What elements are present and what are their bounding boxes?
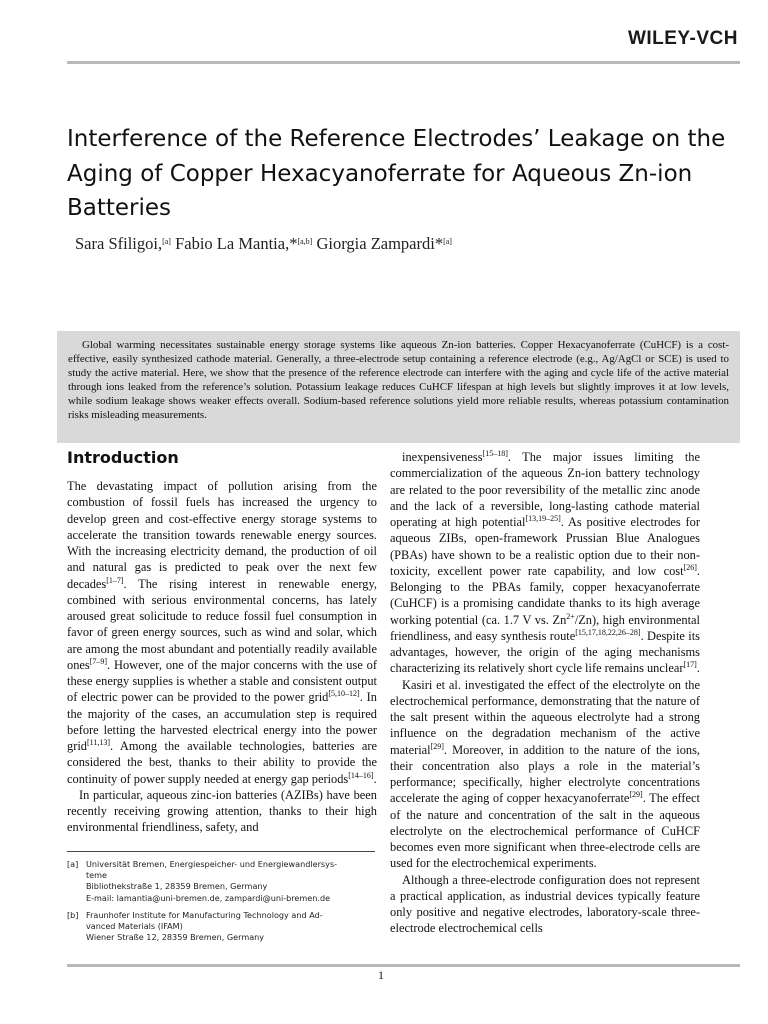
footnote-line: Fraunhofer Institute for Manufacturing Technology and Ad-	[86, 909, 323, 920]
paragraph-text: . Moreover, in addition to the nature of the ions, their concentration also plays a role in the material’s performance; specifically, higher electrolyte concentrations accelerate the aging of copper hexacyanoferrate	[390, 742, 700, 806]
header-rule	[67, 61, 740, 64]
citation-ref: [15–18]	[482, 449, 508, 458]
paragraph-text: In particular, aqueous zinc-ion batteries (AZIBs) have been recently receiving growing attention, thanks to their high environmental friendliness, safety, and	[67, 787, 377, 835]
citation-ref: [29]	[430, 741, 444, 751]
body-paragraph	[67, 478, 377, 787]
footnote-lines	[86, 910, 323, 944]
author-affiliation: [a]	[162, 237, 171, 246]
footer-rule	[67, 964, 740, 967]
footnote-lines	[86, 859, 337, 904]
footnote-item	[67, 859, 377, 904]
footnote-line: Bibliothekstraße 1, 28359 Bremen, Germany	[86, 881, 268, 892]
body-paragraph	[390, 449, 700, 677]
paragraph-text: inexpensiveness	[402, 450, 483, 464]
paragraph-text: . The rising interest in renewable energy, combined with serious environmental concerns, has lately aroused great solicitude to reduce fossil fuel consumption in favor of green energy sources, such as wind and solar, which are among the most abundant and potentially readily available ones	[67, 576, 377, 672]
footnote-rule	[67, 851, 375, 852]
author-affiliation: [a]	[443, 237, 452, 246]
footnote-line: Universität Bremen, Energiespeicher- und Energiewandlersys-	[86, 859, 338, 869]
paragraph-text: Although a three-electrode configuration does not represent a practical application, as industrial devices typically feature only positive and negative electrodes, laboratory-scale three-electrode electrochemical cells	[390, 872, 700, 936]
footnote-line: vanced Materials (IFAM)	[86, 921, 183, 932]
paragraph-text: .	[373, 771, 377, 786]
paragraph-text: .	[696, 661, 700, 676]
author-name: Sara Sfiligoi,	[75, 234, 163, 253]
author-name: Fabio La Mantia,*	[175, 234, 298, 253]
section-heading-introduction: Introduction	[67, 448, 179, 467]
paragraph-text: . Among the available technologies, batteries are considered the best, thanks to their ability to provide the continuity of power supply needed at energy gap periods	[67, 739, 377, 786]
footnote-tag: [b]	[67, 909, 79, 920]
citation-ref: [14–16]	[348, 770, 374, 780]
body-paragraph	[67, 787, 377, 836]
citation-ref: [15,17,18,22,26–28]	[575, 627, 641, 637]
paragraph-text: Kasiri et al. investigated the effect of the electrolyte on the electrochemical performance, demonstrating that the nature of the salt present within the aqueous electrolyte had a strong influence on the degradation mechanism of the active material	[390, 677, 700, 757]
footnote-line: Wiener Straße 12, 28359 Bremen, Germany	[86, 932, 265, 943]
citation-ref: [17]	[683, 660, 697, 670]
page-number: 1	[378, 968, 384, 982]
author-name: Giorgia Zampardi*	[316, 234, 444, 253]
body-paragraph	[390, 677, 700, 872]
body-paragraph	[390, 872, 700, 937]
paragraph-text: . The major issues limiting the commercialization of the aqueous Zn-ion battery technology are related to the poor reversibility of the metallic zinc anode and the lack of a reversible, long-lasting cathode material operating at high potential	[390, 450, 700, 529]
footnote-tag: [a]	[67, 859, 79, 869]
abstract-box	[57, 331, 740, 443]
paragraph-text: . As positive electrodes for aqueous ZIBs, open-framework Prussian Blue Analogues (PBAs) have shown to be a realistic option due to their non-toxicity, excellent power rate capability, and low cost	[390, 515, 700, 578]
paper-title: Interference of the Reference Electrodes’ Leakage on the Aging of Copper Hexacyanoferrate for Aqueous Zn-ion Batteries	[67, 126, 726, 221]
footnote-line: teme	[86, 870, 108, 881]
citation-ref: [7–9]	[89, 656, 108, 666]
publisher-logo: WILEY-VCH	[627, 28, 738, 49]
citation-ref: [26]	[683, 562, 697, 572]
paragraph-text: . Belonging to the PBAs family, copper hexacyanoferrate (CuHCF) is a promising candidate thanks to its high average working potential (ca. 1.7 V vs. Zn	[390, 563, 700, 627]
body-column-right	[390, 449, 700, 937]
footnote-line: E-mail: lamantia@uni-bremen.de, zampardi@uni-bremen.de	[86, 892, 331, 903]
citation-ref: 2+	[566, 611, 575, 621]
paragraph-text: . The effect of the nature and concentration of the salt in the aqueous electrolyte on the electrochemical performance of CuHCF becomes even more significant when three-electrode cells are used for the electrochemical experiments.	[390, 791, 700, 871]
footnote-item	[67, 910, 377, 944]
paragraph-text: /Zn), high environmental friendliness, and easy synthesis route	[390, 612, 700, 643]
paragraph-text: . Despite its advantages, however, the origin of the aging mechanisms characterizing its relatively short cycle life remains unclear	[390, 628, 700, 676]
paragraph-text: . However, one of the major concerns with the use of these energy supplies is whether a stable and consistent output of electric power can be provided to the power grid	[67, 657, 377, 705]
author-list	[75, 234, 452, 254]
citation-ref: [11,13]	[86, 738, 110, 747]
paragraph-text: . In the majority of the cases, an accumulation step is required before letting the harvested electrical energy into the power grid	[67, 690, 377, 753]
citation-ref: [5,10–12]	[328, 689, 360, 699]
citation-ref: [29]	[629, 790, 643, 800]
body-column-left	[67, 478, 377, 836]
affiliation-footnotes	[67, 859, 377, 949]
paragraph-text: The devastating impact of pollution arising from the combustion of fossil fuels has increased the urgency to develop green and cost-effective energy storage systems to accelerate the transition towards renewable energy sources. With the increasing electricity demand, the production of oil and natural gas is predicted to peak over the next few decades	[67, 479, 377, 591]
citation-ref: [13,19–25]	[525, 514, 561, 523]
author-affiliation: [a,b]	[297, 237, 313, 246]
abstract-text: Global warming necessitates sustainable energy storage systems like aqueous Zn-ion batteries. Copper Hexacyanoferrate (CuHCF) is a cost-effective, easily synthesized cathode material. Generally, a three-electrode setup containing a reference electrode (e.g., Ag/AgCl or SCE) is used to study the active material. Here, we show that the presence of the reference electrode can interfere with the aging and cycle life of the active material through ions leaked from the reference’s solution. Potassium leakage reduces CuHCF lifespan at high levels but slightly improves it at low levels, while sodium leakage shows weaker effects overall. Sodium-based reference solutions yield more reliable results, whereas potassium contamination risks misleading measurements.	[68, 339, 729, 422]
citation-ref: [1–7]	[106, 575, 124, 585]
